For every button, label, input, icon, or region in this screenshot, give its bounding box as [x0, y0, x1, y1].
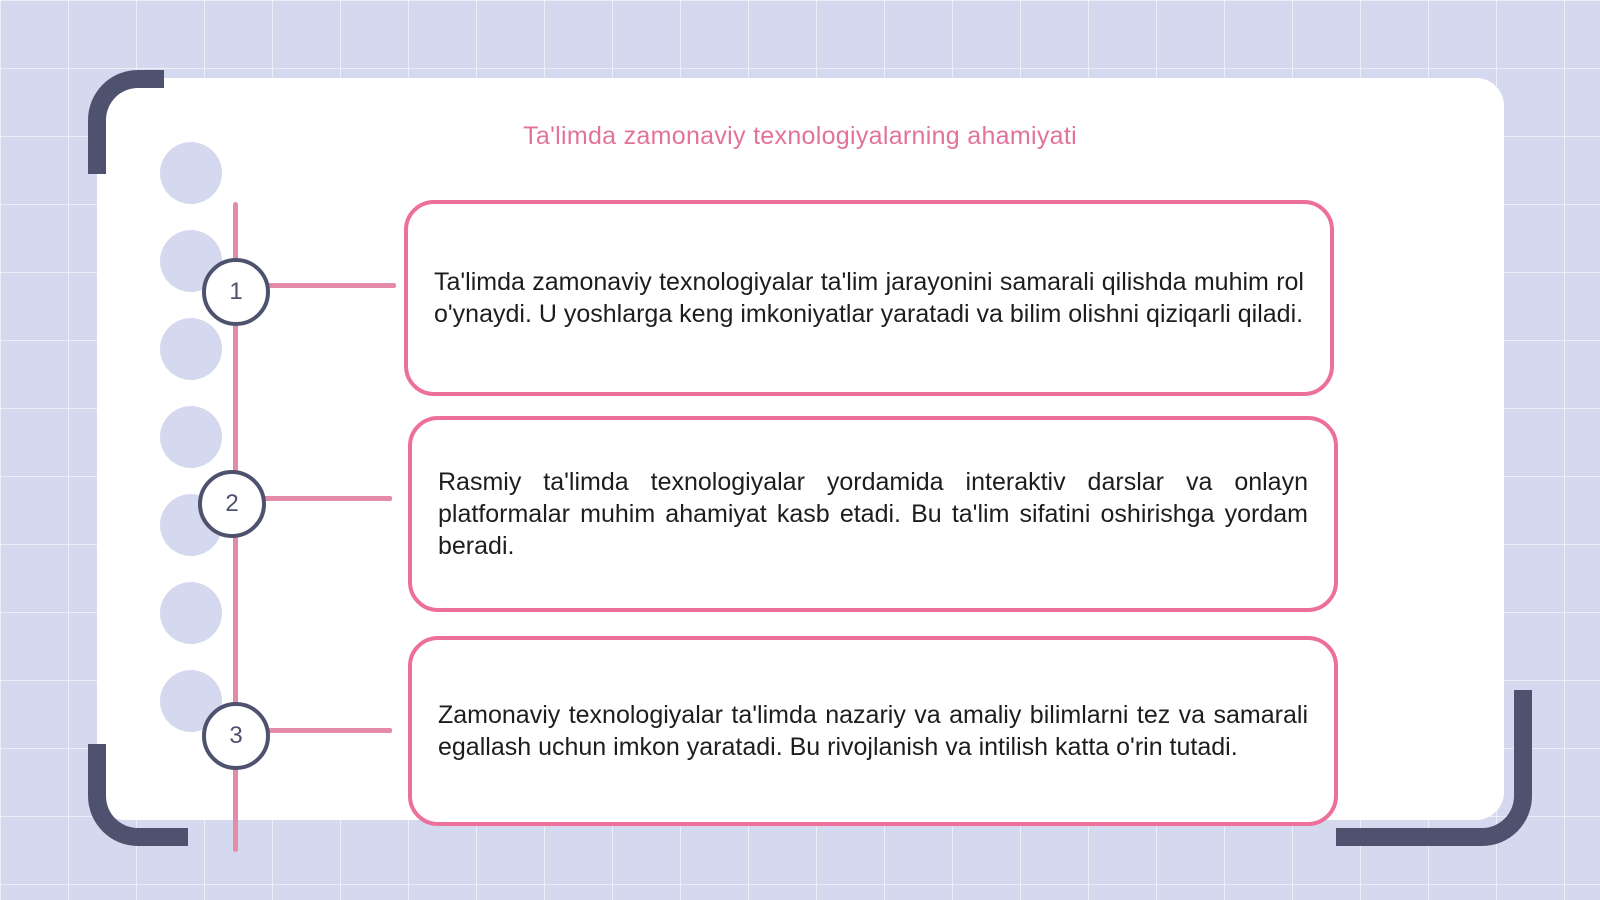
info-text-2: Rasmiy ta'limda texnologiyalar yordamida interaktiv darslar va onlayn platformalar muhim ahamiyat kasb etadi. Bu ta'lim sifatini oshirishga yordam beradi. — [438, 468, 1308, 560]
notebook-hole — [160, 406, 222, 468]
step-number-2: 2 — [198, 470, 266, 538]
info-box-2 — [408, 416, 1338, 612]
notebook-hole — [160, 318, 222, 380]
notebook-hole — [160, 142, 222, 204]
info-text-3: Zamonaviy texnologiyalar ta'limda nazariy va amaliy bilimlarni tez va samarali egallash uchun imkon yaratadi. Bu rivojlanish va intilish katta o'rin tutadi. — [438, 701, 1308, 761]
info-box-3 — [408, 636, 1338, 826]
corner-bracket-bottom-left — [88, 744, 188, 846]
timeline-connector — [264, 728, 392, 733]
notebook-hole — [160, 582, 222, 644]
step-number-3: 3 — [202, 702, 270, 770]
timeline-connector — [260, 496, 392, 501]
slide-title: Ta'limda zamonaviy texnologiyalarning ahamiyati — [523, 122, 1077, 150]
step-number-1: 1 — [202, 258, 270, 326]
corner-bracket-bottom-right — [1336, 690, 1532, 846]
info-box-1 — [404, 200, 1334, 396]
timeline-connector — [264, 283, 396, 288]
info-text-1: Ta'limda zamonaviy texnologiyalar ta'lim jarayonini samarali qilishda muhim rol o'ynaydi. U yoshlarga keng imkoniyatlar yaratadi va bilim olishni qiziqarli qiladi. — [434, 268, 1304, 328]
